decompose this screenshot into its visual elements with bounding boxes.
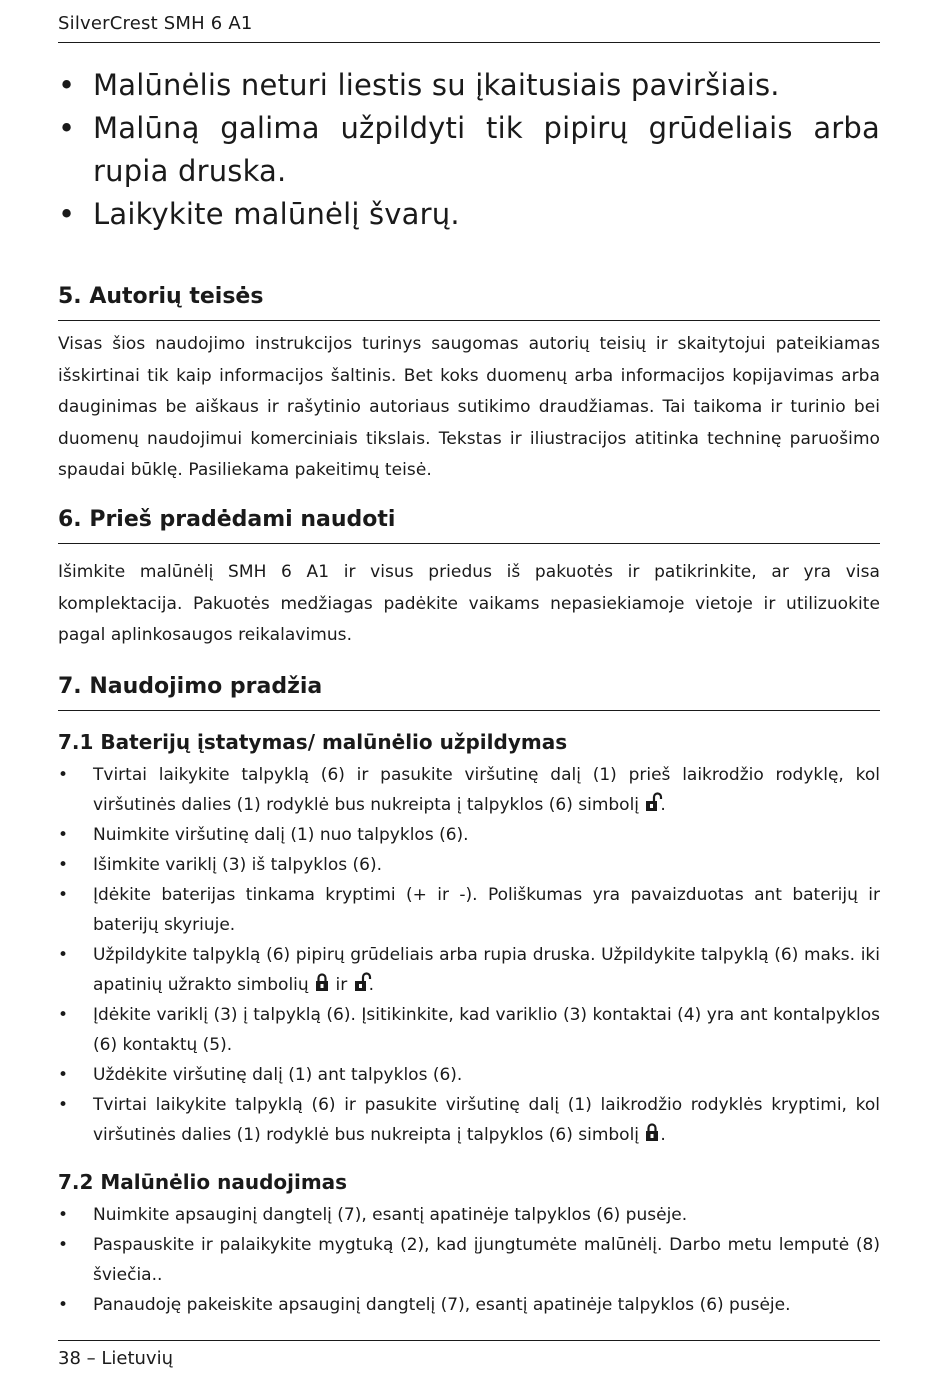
section-paragraph: Išimkite malūnėlį SMH 6 A1 ir visus priedus iš pakuotės ir patikrinkite, ar yra visa komplektacija. Pakuotės medžiagas padėkite vaikams nepasiekiamoje vietoje ir utilizuokite pagal aplinkosaugos reikalavimus. <box>58 562 880 645</box>
list-item: • Įdėkite variklį (3) į talpyklą (6). Įsitikinkite, kad variklio (3) kontaktai (4) yra ant kontalpyklos (6) kontaktų (5). <box>58 1000 880 1060</box>
subsection-heading: 7.2 Malūnėlio naudojimas <box>58 1170 348 1194</box>
section-heading: 7. Naudojimo pradžia <box>58 672 880 711</box>
list-item: • Panaudoję pakeiskite apsauginį dangtelį (7), esantį apatinėje talpyklos (6) pusėje. <box>58 1290 880 1320</box>
list-item: • Užpildykite talpyklą (6) pipirų grūdeliais arba rupia druska. Užpildykite talpyklą (6) maks. iki apatinių užrakto simbolių ir . <box>58 940 880 1000</box>
locked-lock-icon <box>315 972 329 992</box>
list-item: • Malūną galima užpildyti tik pipirų grūdeliais arba rupia druska. <box>58 107 880 193</box>
list-item: • Įdėkite baterijas tinkama kryptimi (+ ir -). Poliškumas yra pavaizduotas ant baterijų ir baterijų skyriuje. <box>58 880 880 940</box>
locked-lock-icon <box>645 1122 659 1142</box>
list-item: • Malūnėlis neturi liestis su įkaitusiais paviršiais. <box>58 64 880 107</box>
subsection-heading: 7.1 Baterijų įstatymas/ malūnėlio užpildymas <box>58 730 568 754</box>
section-before-use <box>58 505 880 652</box>
unlocked-lock-icon <box>354 972 368 992</box>
list-item: • Tvirtai laikykite talpyklą (6) ir pasukite viršutinę dalį (1) laikrodžio rodyklės kryptimi, kol viršutinės dalies (1) rodyklė bus nukreipta į talpyklos (6) simbolį . <box>58 1090 880 1150</box>
list-item: • Laikykite malūnėlį švarų. <box>58 193 880 236</box>
section-getting-started <box>58 672 880 711</box>
subsection-usage <box>58 1168 880 1320</box>
section-copyright <box>58 282 880 487</box>
list-item: • Nuimkite viršutinę dalį (1) nuo talpyklos (6). <box>58 820 880 850</box>
list-item: • Nuimkite apsauginį dangtelį (7), esantį apatinėje talpyklos (6) pusėje. <box>58 1200 880 1230</box>
unlocked-lock-icon <box>645 792 659 812</box>
list-item: • Paspauskite ir palaikykite mygtuką (2), kad įjungtumėte malūnėlį. Darbo metu lemputė (8) šviečia.. <box>58 1230 880 1290</box>
safety-notes-list <box>58 64 880 236</box>
list-item: • Tvirtai laikykite talpyklą (6) ir pasukite viršutinę dalį (1) prieš laikrodžio rodyklę, kol viršutinės dalies (1) rodyklė bus nukreipta į talpyklos (6) simbolį . <box>58 760 880 820</box>
subsection-batteries-filling <box>58 728 880 1150</box>
section-paragraph: Visas šios naudojimo instrukcijos turinys saugomas autorių teisių ir skaitytojui pateikiamas išskirtinai tik kaip informacijos šaltinis. Bet koks duomenų arba informacijos kopijavimas arba dauginimas be aiškaus ir rašytinio autoriaus sutikimo draudžiamas. Tai taikoma ir turinio bei duomenų naudojimui komerciniais tikslais. Tekstas ir iliustracijos atitinka techninę paruošimo spaudai būklę. Pasiliekama pakeitimų teisė. <box>58 334 880 480</box>
section-heading: 5. Autorių teisės <box>58 282 880 321</box>
list-item: • Išimkite variklį (3) iš talpyklos (6). <box>58 850 880 880</box>
running-header: SilverCrest SMH 6 A1 <box>58 12 880 43</box>
steps-list <box>58 1200 880 1320</box>
list-item: • Uždėkite viršutinę dalį (1) ant talpyklos (6). <box>58 1060 880 1090</box>
page-footer: 38 – Lietuvių <box>58 1340 880 1371</box>
steps-list <box>58 760 880 1150</box>
section-heading: 6. Prieš pradėdami naudoti <box>58 505 880 544</box>
